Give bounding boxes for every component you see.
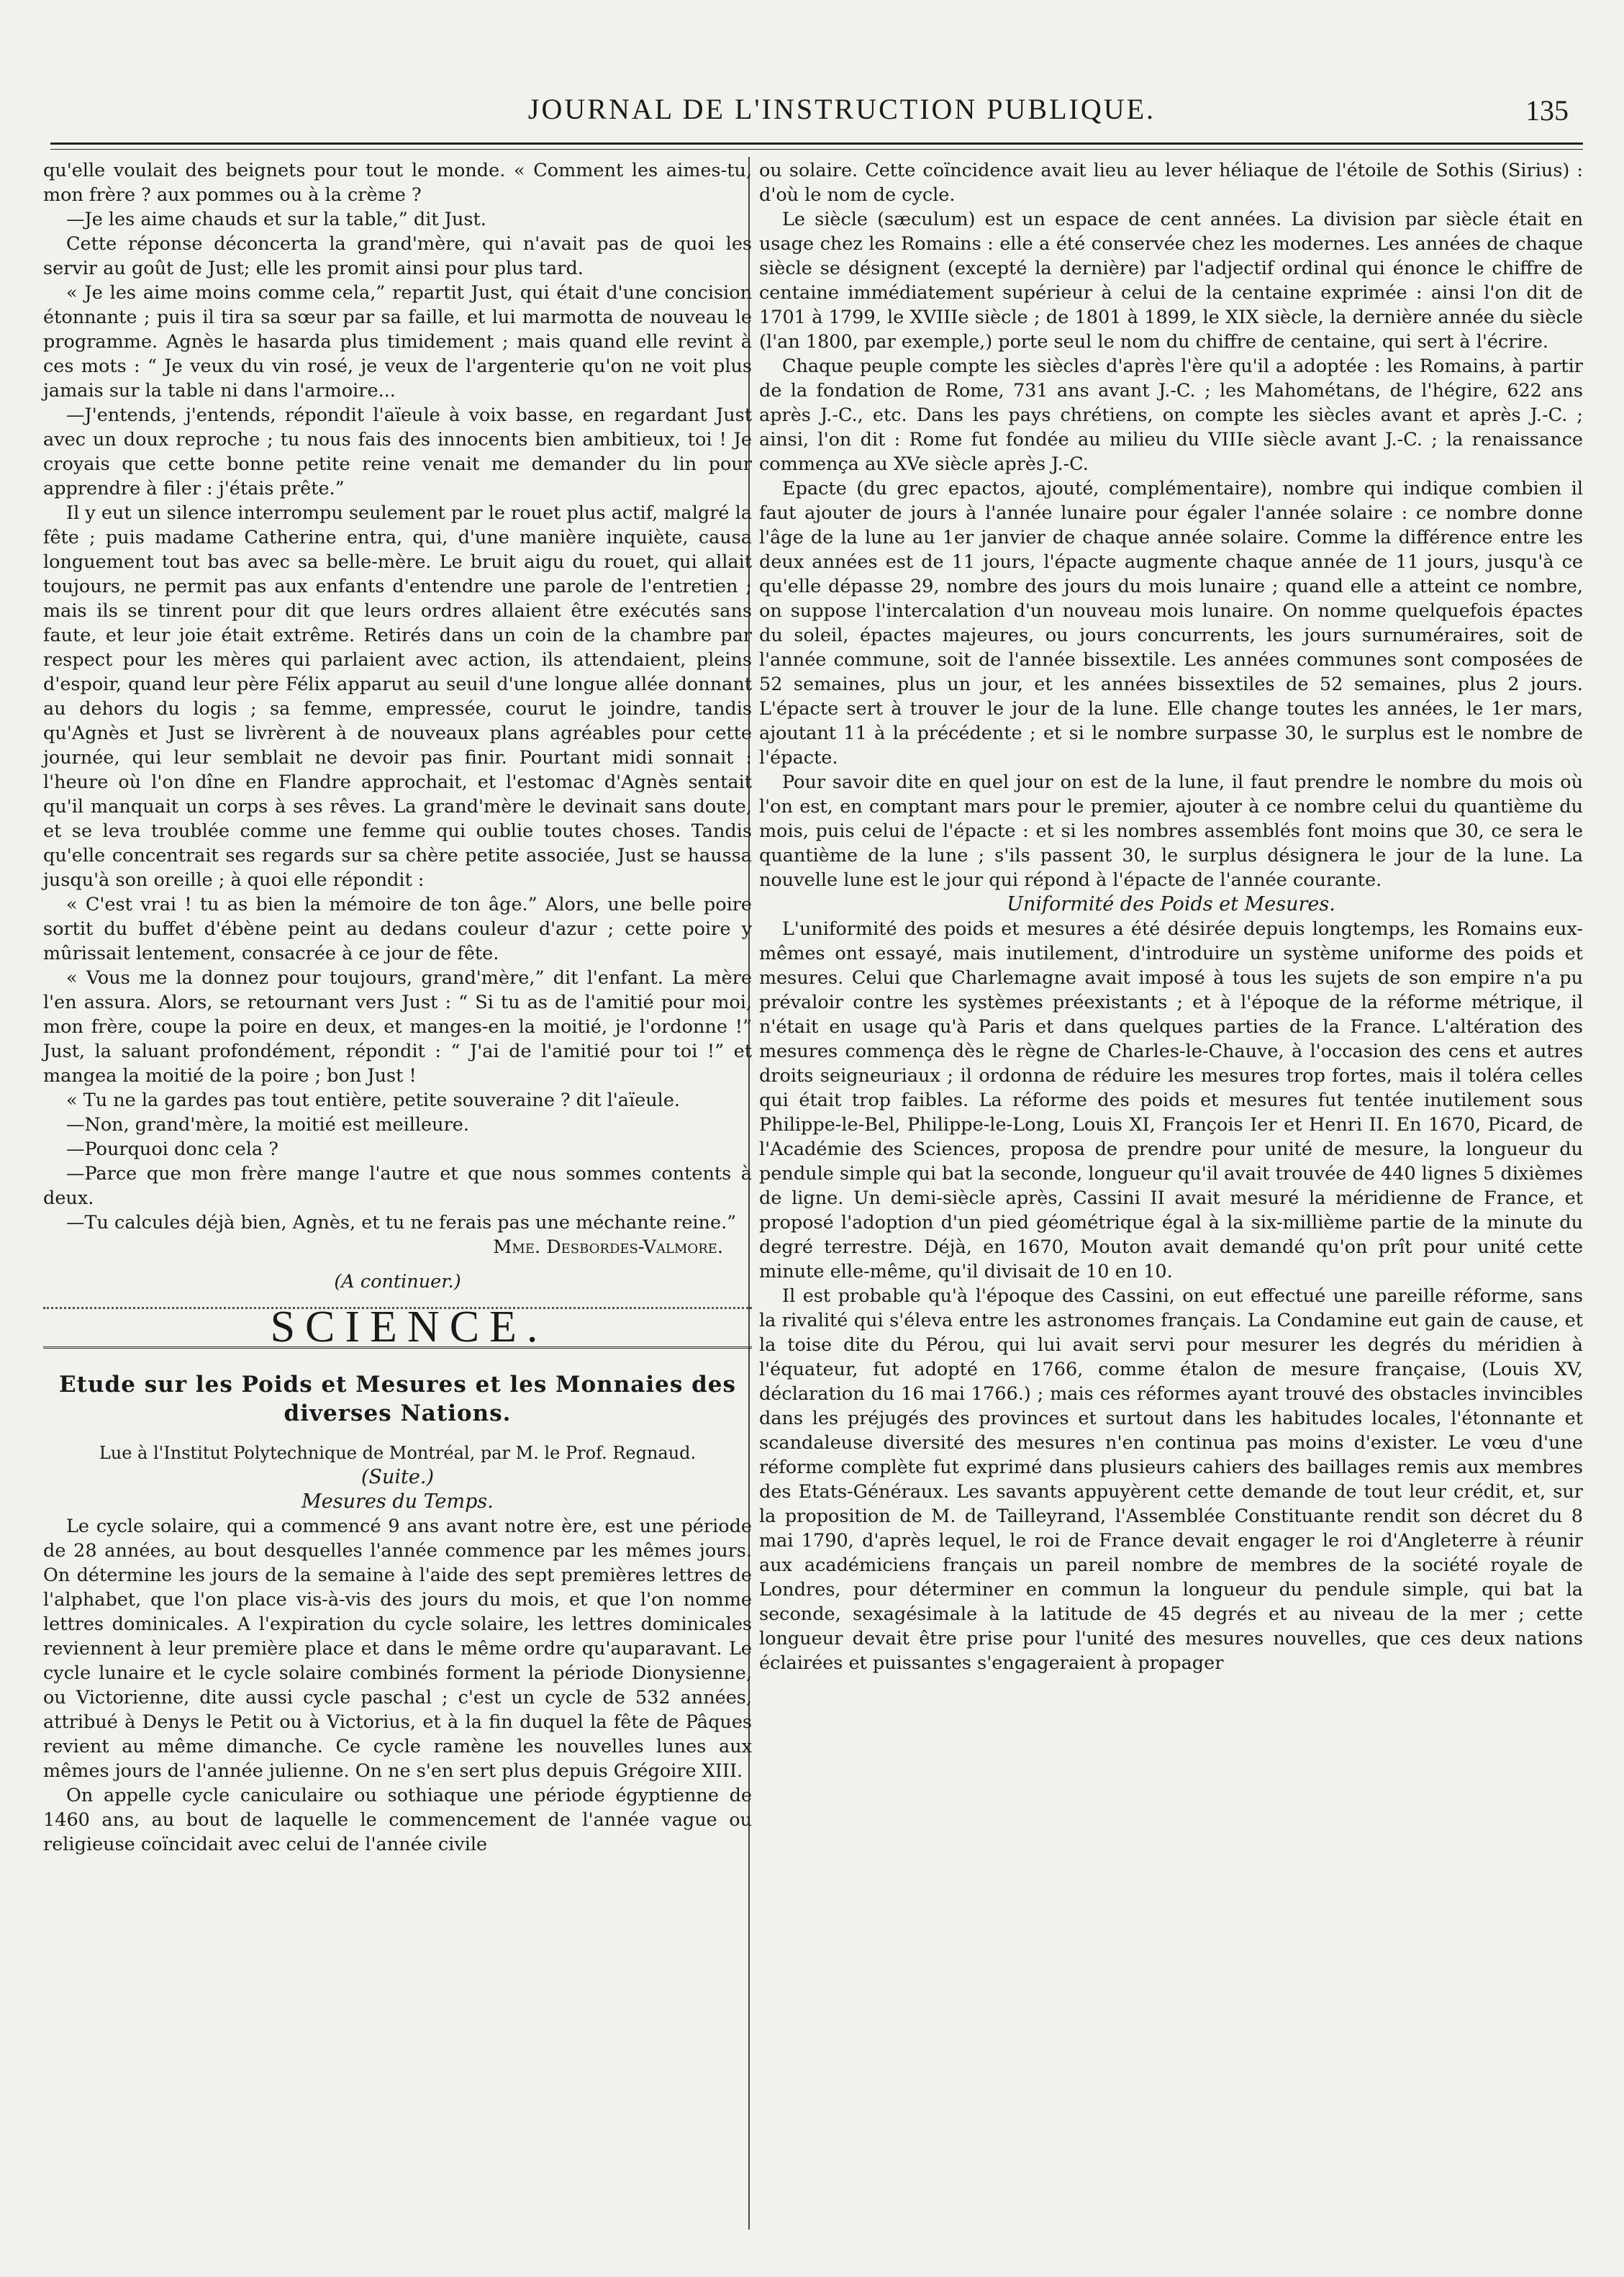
story-paragraph: « Je les aime moins comme cela,” repartit Just, qui était d'une concision étonnante ; puis il tira sa sœur par sa faille, et lui marmotta de nouveau le programme. Agnès le hasarda plus timidement ; mais quand elle revint à ces mots : “ Je veux du vin rosé, je veux de l'argenterie qu'on ne voit plus jamais sur la table ni dans l'armoire... [43,282,752,402]
story-paragraph: —Pourquoi donc cela ? [66,1138,278,1160]
article-paragraph: Pour savoir dite en quel jour on est de la lune, il faut prendre le nombre du mois où l'on est, en comptant mars pour le premier, ajouter à ce nombre celui du quantième du mois, puis celui de l'épacte : et si les nombres assemblés font moins que 30, ce sera le quantième de la lune ; s'ils passent 30, le surplus désignera le jour de la lune. La nouvelle lune est le jour qui répond à l'épacte de l'année courante. [759,771,1583,891]
article-paragraph: On appelle cycle caniculaire ou sothiaque une période égyptienne de 1460 ans, au bout de laquelle le commencement de l'année vague ou religieuse coïncidait avec celui de l'année civile [43,1785,752,1855]
story-paragraph: qu'elle voulait des beignets pour tout le monde. « Comment les aimes-tu, mon frère ? aux pommes ou à la crème ? [43,160,752,206]
story-paragraph: —J'entends, j'entends, répondit l'aïeule à voix basse, en regardant Just avec un doux reproche ; tu nous fais des innocents bien ambitieux, toi ! Je croyais que cette bonne petite reine venait me demander du lin pour apprendre à filer : j'étais prête.” [43,404,752,499]
story-paragraph: —Je les aime chauds et sur la table,” dit Just. [66,209,486,230]
story-paragraph: —Tu calcules déjà bien, Agnès, et tu ne ferais pas une méchante reine.” [66,1212,737,1233]
article-paragraph: Epacte (du grec epactos, ajouté, complémentaire), nombre qui indique combien il faut ajouter de jours à l'année lunaire pour égaler l'année solaire : ce nombre donne l'âge de la lune au 1er janvier de chaque année solaire. Comme la différence entre les deux années est de 11 jours, l'épacte augmente chaque année de 11 jours, jusqu'à ce qu'elle dépasse 29, nombre des jours du mois lunaire ; quand elle a atteint ce nombre, on suppose l'intercalation d'un nouveau mois lunaire. On nomme quelquefois épactes du soleil, épactes majeures, ou jours concurrents, les jours surnuméraires, soit de l'année commune, soit de l'année bissextile. Les années communes sont composées de 52 semaines, plus un jour, et les années bissextiles de 52 semaines, plus 2 jours. L'épacte sert à trouver le jour de la lune. Elle change toutes les années, le 1er mars, ajoutant 11 à la précédente ; et si le nombre surpasse 30, le surplus est le nombre de l'épacte. [759,478,1583,769]
story-paragraph: —Parce que mon frère mange l'autre et que nous sommes contents à deux. [43,1163,752,1209]
article-paragraph: Le siècle (sæculum) est un espace de cent années. La division par siècle était en usage chez les Romains : elle a été conservée chez les modernes. Les années de chaque siècle se désignent (excepté la dernière) par l'adjectif ordinal qui énonce le chiffre de centaine immédiatement supérieur à celui de la centaine exprimée : ainsi l'on dit de 1701 à 1799, le XVIIIe siècle ; de 1801 à 1899, le XIX siècle, la dernière année du siècle (l'an 1800, par exemple,) porte seul le nom du chiffre de centaine, qui sert à l'écrire. [759,209,1583,353]
story-paragraph: Cette réponse déconcerta la grand'mère, qui n'avait pas de quoi les servir au goût de Just; elle les promit ainsi pour plus tard. [43,233,752,279]
page-number: 135 [1525,94,1569,127]
story-paragraph: Il y eut un silence interrompu seulement par le rouet plus actif, malgré la fête ; puis madame Catherine entra, qui, d'une manière inquiète, causa longuement tout bas avec sa belle-mère. Le bruit aigu du rouet, qui allait toujours, ne permit pas aux enfants d'entendre une parole de l'entretien ; mais ils se tinrent pour dit que leurs ordres allaient être exécutés sans faute, et leur joie était extrême. Retirés dans un coin de la chambre par respect pour les mères qui parlaient avec action, ils attendaient, pleins d'espoir, quand leur père Félix apparut au seuil d'une longue allée donnant au dehors du logis ; sa femme, empressée, courut le joindre, tandis qu'Agnès et Just se livrèrent à de nouveaux plans agréables pour cette journée, qui leur semblait ne devoir pas finir. Pourtant midi sonnait : l'heure où l'on dîne en Flandre approchait, et l'estomac d'Agnès sentait qu'il manquait un corps à ses rêves. La grand'mère le devinait sans doute, et se leva troublée comme une femme qui oublie toutes choses. Tandis qu'elle concentrait ses regards sur sa chère petite associée, Just se haussa jusqu'à son oreille ; à quoi elle répondit : [43,502,752,891]
article-paragraph: L'uniformité des poids et mesures a été désirée depuis longtemps, les Romains eux-mêmes ont essayé, mais inutilement, d'introduire un système uniforme des poids et mesures. Celui que Charlemagne avait imposé à tous les sujets de son empire n'a pu prévaloir contre les systèmes préexistants ; et à l'époque de la réforme métrique, il n'était en usage qu'à Paris et dans quelques parties de la France. L'altération des mesures commença dès le règne de Charles-le-Chauve, à l'occasion des cens et autres droits seigneuriaux ; il ordonna de réduire les mesures trop fortes, mais il toléra celles qui était trop faibles. La réforme des poids et mesures fut tentée inutilement sous Philippe-le-Bel, Philippe-le-Long, Louis XI, François Ier et Henri II. En 1670, Picard, de l'Académie des Sciences, proposa de prendre pour unité de mesure, la longueur du pendule simple qui bat la seconde, longueur qu'il avait trouvée de 440 lignes 5 dixièmes de ligne. Un demi-siècle après, Cassini II avait mesuré la méridienne de France, et proposé l'adoption d'un pied géométrique égal à la six-millième partie de la minute du degré terrestre. Déjà, en 1670, Mouton avait demandé qu'on prît pour unité cette minute elle-même, qu'il divisait de 10 en 10. [759,918,1583,1282]
to-be-continued: (A continuer.) [334,1271,461,1293]
story-paragraph: « Tu ne la gardes pas tout entière, petite souveraine ? dit l'aïeule. [66,1090,681,1111]
article-paragraph: Chaque peuple compte les siècles d'après l'ère qu'il a adoptée : les Romains, à partir de la fondation de Rome, 731 ans avant J.-C. ; les Mahométans, de l'hégire, 622 ans après J.-C., etc. Dans les pays chrétiens, on compte les siècles avant et après J.-C. ; ainsi, l'on dit : Rome fut fondée au milieu du VIIIe siècle avant J.-C. ; la renaissance commença au XVe siècle après J.-C. [759,356,1583,475]
article-paragraph: ou solaire. Cette coïncidence avait lieu au lever héliaque de l'étoile de Sothis (Sirius) : d'où le nom de cycle. [759,160,1583,206]
left-column [43,158,752,1857]
newspaper-page [29,0,1597,2277]
story-paragraph: « C'est vrai ! tu as bien la mémoire de ton âge.” Alors, une belle poire sortit du buffet d'ébène peint au dedans couleur d'azur ; cette poire y mûrissait lentement, consacrée à ce jour de fête. [43,894,752,964]
article-byline: Lue à l'Institut Polytechnique de Montréal, par M. le Prof. Regnaud. [99,1443,697,1463]
article-paragraph: Le cycle solaire, qui a commencé 9 ans avant notre ère, est une période de 28 années, au bout desquelles l'année commence par les mêmes jours. On détermine les jours de la semaine à l'aide des sept premières lettres de l'alphabet, que l'on place vis-à-vis des jours du mois, et que l'on nomme lettres dominicales. A l'expiration du cycle solaire, les lettres dominicales reviennent à leur première place et dans le même ordre qu'auparavant. Le cycle lunaire et le cycle solaire combinés forment la période Dionysienne, ou Victorienne, dite aussi cycle paschal ; c'est un cycle de 532 années, attribué à Denys le Petit ou à Victorius, et à la fin duquel la fête de Pâques revient au même dimanche. Ce cycle ramène les nouvelles lunes aux mêmes jours de l'année julienne. On ne s'en sert plus depuis Grégoire XIII. [43,1516,752,1782]
article-suite: (Suite.) [361,1466,434,1488]
article-paragraph: Il est probable qu'à l'époque des Cassini, on eut effectué une pareille réforme, sans la rivalité qui s'éleva entre les astronomes français. La Condamine eut gain de cause, et la toise dite du Pérou, qui lui avait servi pour mesurer les degrés du méridien à l'équateur, fut adopté en 1766, comme étalon de mesure française, (Louis XV, déclaration du 16 mai 1766.) ; mais ces réformes ayant trouvé des obstacles invincibles dans les préjugés des provinces et surtout dans les habitudes locales, l'étonnante et scandaleuse diversité des mesures n'en continua pas moins d'exister. Le vœu d'une réforme complète fut exprimé dans plusieurs cahiers des baillages remis aux membres des Etats-Généraux. Les savants appuyèrent cette demande de tout leur crédit, et, sur la proposition de M. de Tailleyrand, l'Assemblée Constituante rendit son décret du 8 mai 1790, d'après lequel, le roi de France devait engager le roi d'Angleterre à réunir aux académiciens français un pareil nombre de membres de la société royale de Londres, pour déterminer en commun la longueur du pendule simple, qui bat la seconde, sexagésimale à la latitude de 45 degrés et au niveau de la mer ; cette longueur devait être prise pour l'unité des mesures nouvelles, que ces deux nations éclairées et puissantes s'engageraient à propager [759,1285,1583,1674]
article-subhead: Uniformité des Poids et Mesures. [1007,893,1335,915]
right-column [759,158,1583,1675]
section-title: SCIENCE. [270,1303,548,1352]
article-subhead: Mesures du Temps. [301,1490,494,1513]
page-header-title: JOURNAL DE L'INSTRUCTION PUBLIQUE. [527,93,1156,125]
header-rule [50,142,1583,150]
article-title: Etude sur les Poids et Mesures et les Monnaies des diverses Nations. [59,1372,736,1426]
story-author: Mme. Desbordes-Valmore. [493,1236,723,1258]
story-paragraph: —Non, grand'mère, la moitié est meilleure. [66,1114,469,1136]
story-paragraph: « Vous me la donnez pour toujours, grand'mère,” dit l'enfant. La mère l'en assura. Alors, se retournant vers Just : “ Si tu as de l'amitié pour moi, mon frère, coupe la poire en deux, et manges-en la moitié, je l'ordonne !” Just, la saluant profondément, répondit : “ J'ai de l'amitié pour toi !” et mangea la moitié de la poire ; bon Just ! [43,967,752,1087]
